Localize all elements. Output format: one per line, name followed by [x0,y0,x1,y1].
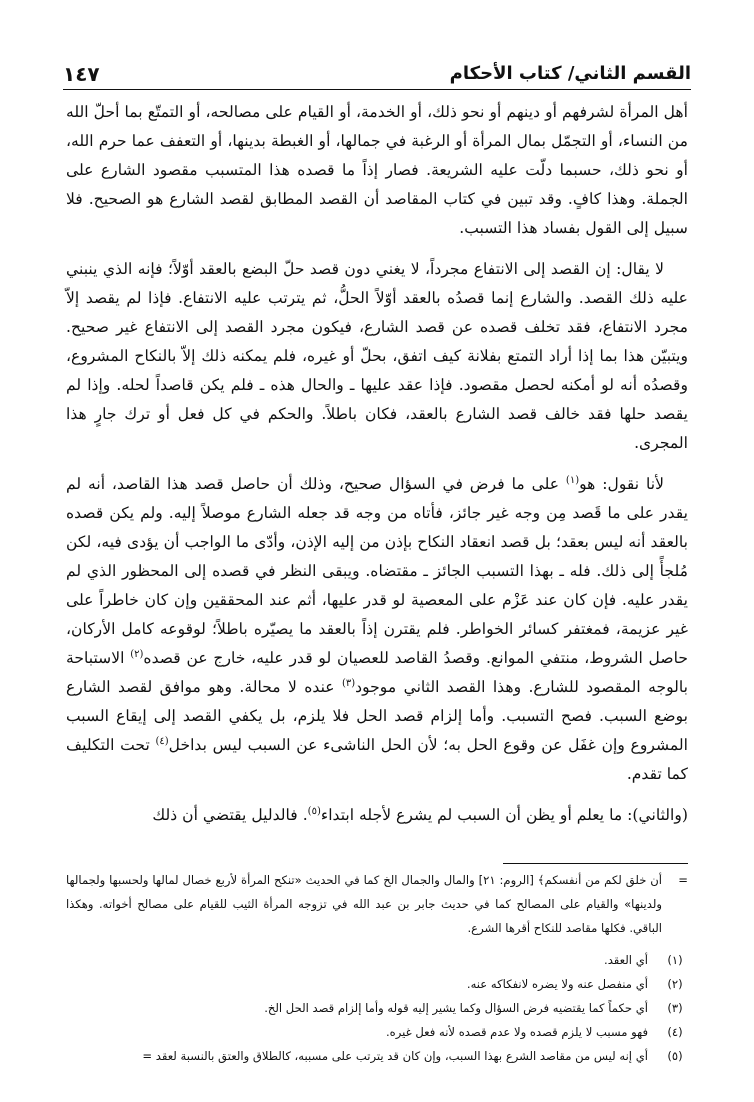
footnote-item [66,1044,688,1068]
running-title: القسم الثاني/ كتاب الأحكام [449,63,691,84]
footnote-rule [503,863,688,864]
footnote-number: (١) [667,953,683,967]
footnote-ref-3[interactable]: (٣) [341,677,356,689]
footnote-item [66,1020,688,1044]
footnote-number: (٣) [667,1001,683,1015]
paragraph-2: لا يقال: إن القصد إلى الانتفاع مجرداً، لا يغني دون قصد حلّ البضع بالعقد أوّلاً؛ فإنه الذي ينبني عليه ذلك القصد. والشارع إنما قصدُه بالعقد أوّلاً الحلُّ، ثم يترتب عليه الانتفاع. فإذا لم يقصد إلاّ مجرد الانتفاع، فقد تخلف قصده عن قصد الشارع، فيكون مجرد القصد إلى الانتفاع غير صحيح. ويتبيّن هذا بما إذا أراد التمتع بفلانة كيف اتفق، بحلّ أو غيره، فلم يمكنه ذلك إلاّ بالنكاح المشروع، وقصدُه أنه لو أمكنه لحصل مقصود. فإذا عقد عليها ـ والحال هذه ـ فلم يكن قاصداً لحله. وإذا لم يقصد حلها فقد خالف قصد الشارع بالعقد، فكان باطلاً. والحكم في كل فعل أو ترك جارٍ هذا المجرى. [66,260,688,452]
paragraph-4-text-2: . فالدليل يقتضي أن ذلك [152,806,308,824]
running-header [63,58,691,86]
continuation-mark: = [678,873,688,887]
paragraph-3 [66,470,688,789]
paragraph-3-text-5: تحت التكليف كما تقدم. [66,736,688,783]
footnote-ref-5[interactable]: (٥) [307,805,321,817]
footnotes [66,868,688,1068]
paragraph-3-text-1: لأنا نقول: هو [579,475,664,493]
footnote-text: أي العقد. [604,953,648,967]
footnote-text: فهو مسبب لا يلزم قصده ولا عدم قصده لأنه فعل غيره. [385,1025,648,1039]
header-rule [63,89,691,90]
page-number: ١٤٧ [63,62,100,86]
footnote-text: أي منفصل عنه ولا يضره لانفكاكه عنه. [466,977,648,991]
footnote-number: (٤) [667,1025,683,1039]
footnote-item [66,972,688,996]
footnote-ref-2[interactable]: (٢) [130,648,144,660]
paragraph-3-text-4: عنده لا محالة. وهو موافق لقصد الشارع بوضع السبب. فصح التسبب. وأما إلزام قصد الحل فلا يلزم، بل يكفي القصد إلى إيقاع السبب المشروع وإن غفَل عن وقوع الحل به؛ لأن الحل الناشىء عن السبب ليس بداخل [66,678,689,754]
footnote-text: أي حكماً كما يقتضيه فرض السؤال وكما يشير إليه قوله وأما إلزام قصد الحل الخ. [264,1001,648,1015]
footnote-number: (٢) [667,977,683,991]
footnote-item [66,948,688,972]
paragraph-3-text-2: على ما فرض في السؤال صحيح، وذلك أن حاصل قصد هذا القاصد، أنه لم يقدر على ما قَصد مِن وجه غير جائز، فأتاه من وجه قد جعله الشارع موصلاً إليه. ولم يكن قصده بالعقد أنه ليس بعقد؛ بل قصد انعقاد النكاح بإذن من إليه الإذن، وأدّى ما الواجب أن يؤدى فيه، لكن مُلجأً إلى ذلك. فله ـ بهذا التسبب الجائز ـ مقتضاه. ويبقى النظر في قصده إلى المحظور الذي لم يقدر عليه. فإن كان عند عَزْم على المعصية لو قدر عليها، أثم عند المحققين وإن كان خاطراً على غير عزيمة، فمغتفر كسائر الخواطر. فلم يقترن إذاً بالعقد ما يصيّره باطلاً؛ لوقوعه كامل الأركان، حاصل الشروط، منتفي الموانع. وقصدُ القاصد للعصيان لو قدر عليه، خارج عن قصده [66,475,688,667]
paragraph-3-text-3: الاستباحة بالوجه المقصود للشارع. وهذا القصد الثاني موجود [66,649,688,696]
paragraph-4 [66,801,688,830]
footnote-ref-1[interactable]: (١) [565,474,580,486]
paragraph-1: أهل المرأة لشرفهم أو دينهم أو نحو ذلك، أو الخدمة، أو القيام على مصالحه، أو التمتّع بما أحلّ الله من النساء، أو التجمّل بمال المرأة أو الرغبة في جمالها، أو الغبطة بدينها، أو التعفف عما حرم الله، أو نحو ذلك، حسبما دلّت عليه الشريعة. فصار إذاً ما قصده هذا المتسبب مقصود الشارع على الجملة. وهذا كافٍ. وقد تبين في كتاب المقاصد أن القصد المطابق لقصد الشارع هو الصحيح. فلا سبيل إلى القول بفساد هذا التسبب. [66,103,688,237]
footnote-continuation [66,868,688,940]
footnote-number: (٥) [667,1049,683,1063]
footnote-continuation-text: أن خلق لكم من أنفسكم﴾ [الروم: ٢١] والمال والجمال الخ كما في الحديث «تنكح المرأة لأربع خصال لمالها ولحسبها ولجمالها ولدينها» والقيام على المصالح كما في حديث جابر بن عبد الله في تزوجه المرأة الثيب للقيام على مصالح أخواته. وهكذا الباقي. فكلها مقاصد للنكاح أقرها الشرع. [66,873,662,935]
footnote-item [66,996,688,1020]
paragraph-4-text-1: (والثاني): ما يعلم أو يظن أن السبب لم يشرع لأجله ابتداء [320,806,688,824]
footnote-ref-4[interactable]: (٤) [155,735,169,747]
main-text [66,98,688,842]
footnote-text: أي إنه ليس من مقاصد الشرع بهذا السبب، وإن كان قد يترتب على مسببه، كالطلاق والعتق بالنسبة لعقد = [142,1049,648,1063]
